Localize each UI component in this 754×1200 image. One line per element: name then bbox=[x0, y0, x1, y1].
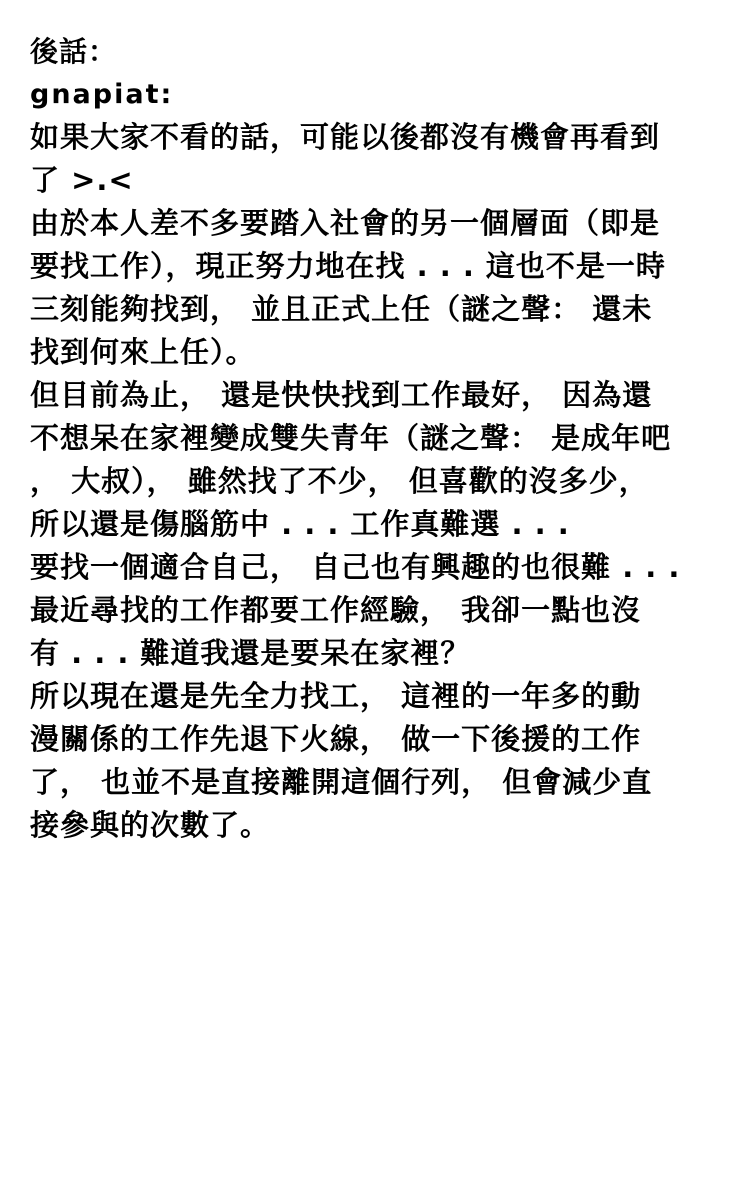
afterword-line: 了 >.< bbox=[30, 163, 134, 197]
afterword-line: 由於本人差不多要踏入社會的另一個層面（即是 bbox=[30, 206, 661, 240]
afterword-line: 漫關係的工作先退下火線， 做一下後援的工作 bbox=[30, 722, 642, 756]
afterword-line: 最近尋找的工作都要工作經驗， 我卻一點也沒 bbox=[30, 593, 642, 627]
afterword-line: ， 大叔）， 雖然找了不少， 但喜歡的沒多少， bbox=[30, 464, 649, 498]
afterword-line: 所以現在還是先全力找工， 這裡的一年多的動 bbox=[30, 679, 642, 713]
afterword-line: 要找工作），現正努力地在找 . . . 這也不是一時 bbox=[30, 249, 666, 283]
afterword-line: 三刻能夠找到， 並且正式上任（謎之聲： 還未 bbox=[30, 292, 653, 326]
afterword-line: 所以還是傷腦筋中 . . . 工作真難選 . . . bbox=[30, 507, 570, 541]
afterword-heading: 後話： bbox=[30, 35, 118, 68]
author-name: gnapiat: bbox=[30, 79, 174, 110]
afterword-line: 但目前為止， 還是快快找到工作最好， 因為還 bbox=[30, 378, 653, 412]
afterword-line: 要找一個適合自己， 自己也有興趣的也很難 . . . bbox=[30, 550, 681, 584]
afterword-line: 如果大家不看的話，可能以後都沒有機會再看到 bbox=[30, 120, 661, 154]
afterword-line: 接參與的次數了。 bbox=[30, 808, 271, 842]
afterword-text bbox=[30, 30, 724, 847]
afterword-line: 找到何來上任）。 bbox=[30, 335, 256, 369]
afterword-line: 有 . . . 難道我還是要呆在家裡？ bbox=[30, 636, 471, 670]
afterword-line: 了， 也並不是直接離開這個行列， 但會減少直 bbox=[30, 765, 653, 799]
afterword-line: 不想呆在家裡變成雙失青年（謎之聲： 是成年吧 bbox=[30, 421, 672, 455]
